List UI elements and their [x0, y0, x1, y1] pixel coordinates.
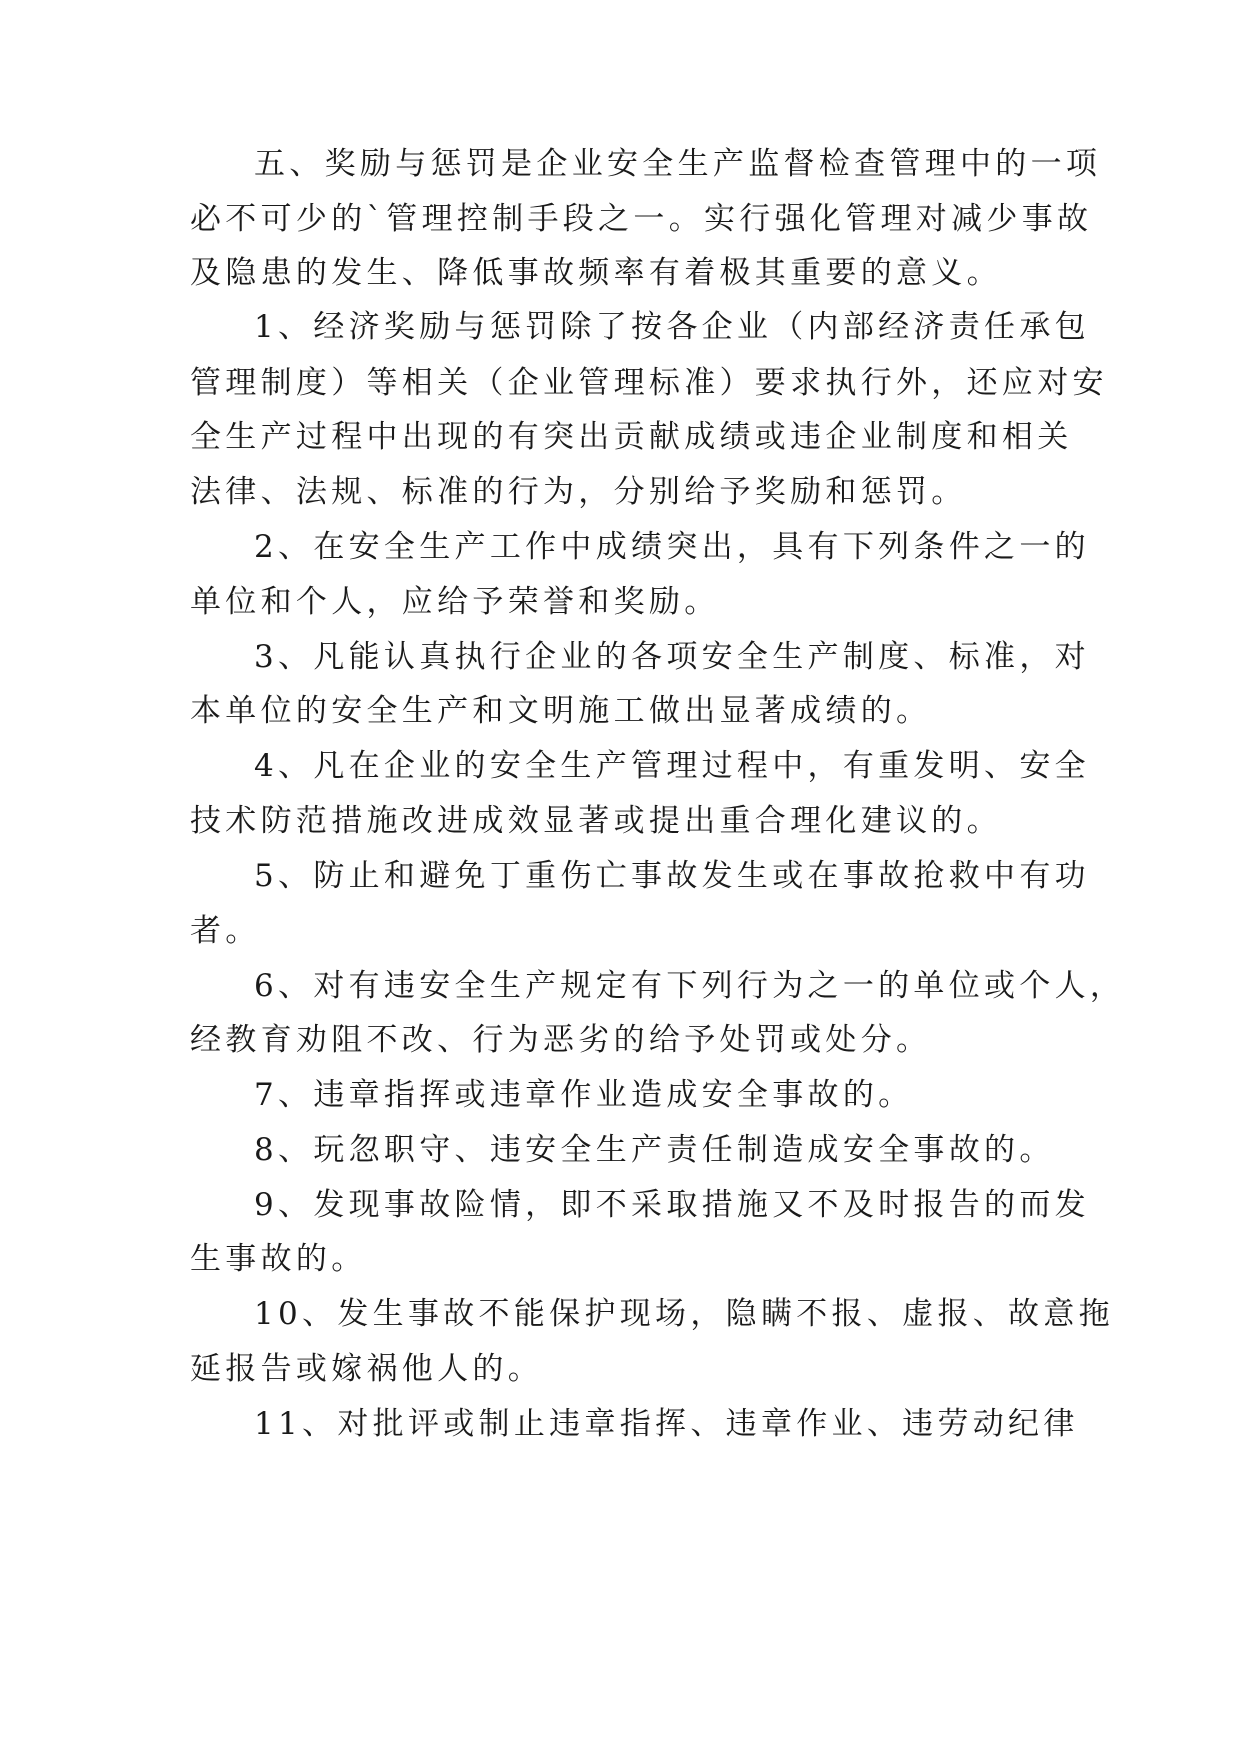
text-line: 10、发生事故不能保护现场，隐瞒不报、虚报、故意拖: [254, 1296, 1114, 1332]
text-line: 11、对批评或制止违章指挥、违章作业、违劳动纪律: [254, 1406, 1079, 1442]
text-line: 全生产过程中出现的有突出贡献成绩或违企业制度和相关: [190, 419, 1073, 455]
text-line: 本单位的安全生产和文明施工做出显著成绩的。: [190, 693, 932, 729]
text-line: 3、凡能认真执行企业的各项安全生产制度、标准，对: [254, 639, 1090, 675]
text-line: 生事故的。: [190, 1241, 367, 1277]
text-line: 7、违章指挥或违章作业造成安全事故的。: [254, 1077, 914, 1113]
text-line: 9、发现事故险情，即不采取措施又不及时报告的而发: [254, 1187, 1090, 1223]
text-line: 经教育劝阻不改、行为恶劣的给予处罚或处分。: [190, 1022, 932, 1058]
text-line: 延报告或嫁祸他人的。: [190, 1351, 543, 1387]
text-line: 单位和个人，应给予荣誉和奖励。: [190, 584, 720, 620]
text-line: 技术防范措施改进成效显著或提出重合理化建议的。: [190, 803, 1002, 839]
text-line: 法律、法规、标准的行为，分别给予奖励和惩罚。: [190, 474, 967, 510]
text-line: 1、经济奖励与惩罚除了按各企业（内部经济责任承包: [254, 309, 1090, 345]
text-line: 6、对有违安全生产规定有下列行为之一的单位或个人，: [254, 968, 1126, 1004]
text-line: 及隐患的发生、降低事故频率有着极其重要的意义。: [190, 255, 1002, 291]
text-line: 5、防止和避免丁重伤亡事故发生或在事故抢救中有功: [254, 858, 1090, 894]
text-line: 者。: [190, 913, 261, 949]
text-line: 4、凡在企业的安全生产管理过程中，有重发明、安全: [254, 748, 1090, 784]
text-line: 管理制度）等相关（企业管理标准）要求执行外，还应对安: [190, 365, 1108, 401]
text-line: 必不可少的`管理控制手段之一。实行强化管理对减少事故: [190, 201, 1093, 237]
text-line: 8、玩忽职守、违安全生产责任制造成安全事故的。: [254, 1132, 1055, 1168]
text-line: 2、在安全生产工作中成绩突出，具有下列条件之一的: [254, 529, 1090, 565]
text-line: 五、奖励与惩罚是企业安全生产监督检查管理中的一项: [254, 146, 1102, 182]
document-page: [190, 0, 1126, 1754]
